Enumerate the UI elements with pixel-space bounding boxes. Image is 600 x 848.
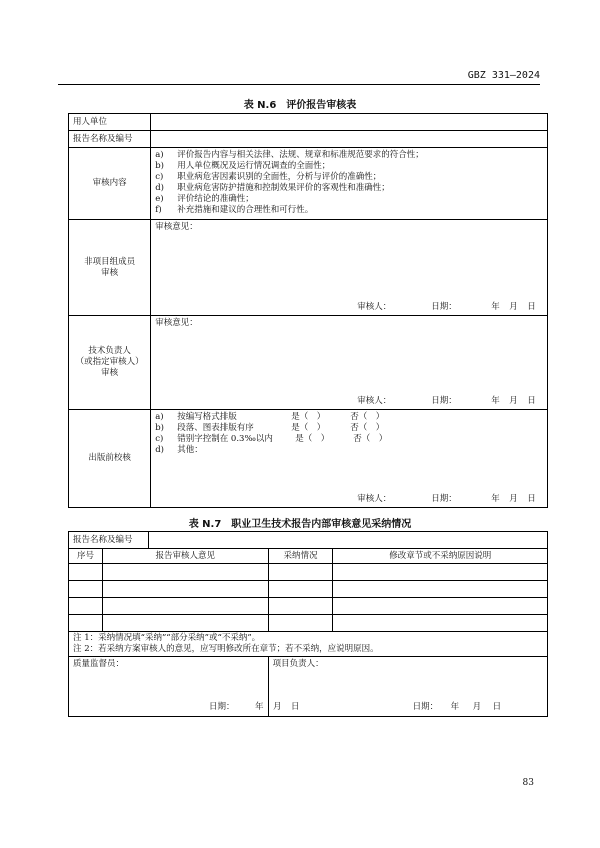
project-leader-signature[interactable]: 项目负责人： 日期： 年 月 日: [268, 657, 547, 717]
list-item: b) 用人单位概况及运行情况调查的全面性；: [155, 161, 331, 171]
leader-review-opinion[interactable]: 审核意见： 审核人： 日期： 年 月 日: [151, 316, 548, 410]
check-item[interactable]: c) 错别字控制在 0.3‰以内 是（ ） 否（ ）: [155, 434, 388, 444]
user-unit-label: 用人单位: [69, 114, 151, 131]
list-item: e) 评价结论的准确性；: [155, 194, 254, 204]
review-content-label: 审核内容: [69, 148, 151, 220]
note-2: 注 2：若采纳方案审核人的意见，应写明修改所在章节；若不采纳，应说明原因。: [73, 644, 379, 654]
page-number: 83: [522, 778, 534, 788]
member-review-label: 非项目组成员 审核: [69, 220, 151, 316]
review-content-list: [151, 148, 548, 220]
notes: [69, 632, 548, 657]
proofread-label: 出版前校核: [69, 410, 151, 508]
col-header-adoption: 采纳情况: [268, 549, 333, 564]
col-header-seq: 序号: [69, 549, 103, 564]
table-n7-caption: 表 N.7 职业卫生技术报告内部审核意见采纳情况: [188, 519, 412, 530]
table-row[interactable]: [69, 598, 548, 615]
leader-review-label: 技术负责人 （或指定审核人） 审核: [69, 316, 151, 410]
quality-supervisor-signature[interactable]: 质量监督员： 日期： 年 月 日: [69, 657, 269, 717]
standard-code: GBZ 331—2024: [467, 70, 540, 81]
proofread-checklist: a) 按编写格式排版 是（ ） 否（ ） b) 段落、图表排版有序 是（ ） 否（ ） c) 错别字控制在 0.3‰以内 是（ ） 否（ ） d) 其他： 审核人： 日期： 年 月 日: [151, 410, 548, 508]
header-rule: [58, 84, 540, 85]
report-name-label: 报告名称及编号: [69, 131, 151, 148]
list-item: d) 职业病危害防护措施和控制效果评价的客观性和准确性；: [155, 183, 390, 193]
col-header-reason: 修改章节或不采纳原因说明: [333, 549, 548, 564]
table-n6: [68, 113, 548, 508]
list-item: f) 补充措施和建议的合理性和可行性。: [155, 205, 314, 215]
check-item[interactable]: b) 段落、图表排版有序 是（ ） 否（ ）: [155, 423, 385, 433]
table-n7: [68, 531, 548, 717]
check-item[interactable]: a) 按编写格式排版 是（ ） 否（ ）: [155, 412, 385, 422]
member-review-opinion[interactable]: 审核意见： 审核人： 日期： 年 月 日: [151, 220, 548, 316]
table-row[interactable]: [69, 615, 548, 632]
list-item: c) 职业病危害因素识别的全面性，分析与评价的准确性；: [155, 172, 382, 182]
list-item: a) 评价报告内容与相关法律、法规、规章和标准规范要求的符合性；: [155, 150, 424, 160]
table-n6-caption: 表 N.6 评价报告审核表: [243, 100, 357, 111]
report-name-field[interactable]: [151, 131, 548, 148]
report-name-label: 报告名称及编号: [69, 532, 149, 549]
check-item[interactable]: d) 其他：: [155, 445, 203, 455]
report-name-field[interactable]: [148, 532, 547, 549]
user-unit-field[interactable]: [151, 114, 548, 131]
table-row[interactable]: [69, 581, 548, 598]
note-1: 注 1：采纳情况填“采纳”“部分采纳”或“不采纳”。: [73, 633, 261, 643]
table-row[interactable]: [69, 564, 548, 581]
col-header-opinion: 报告审核人意见: [102, 549, 268, 564]
